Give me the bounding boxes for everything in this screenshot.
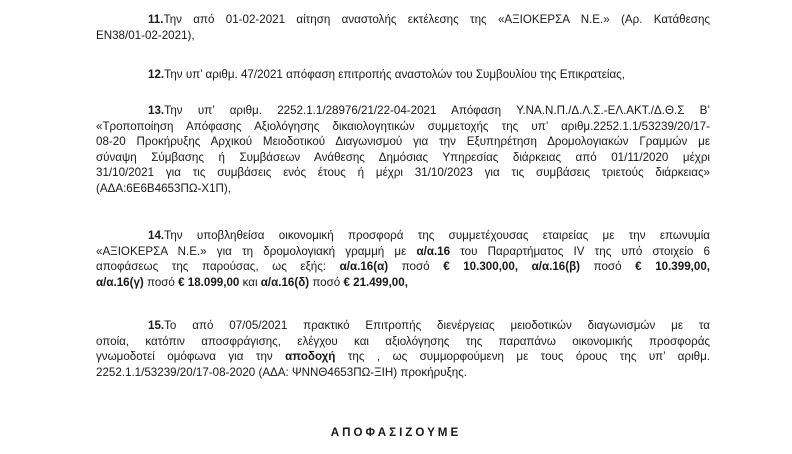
paragraph-13-line-1: 13.Την υπ’ αριθμ. 2252.1.1/28976/21/22-04-2021 Απόφαση Υ.ΝΑ.Ν.Π./Δ.Λ.Σ.-ΕΛ.ΑΚΤ./Δ.Θ.Σ Β’ <box>148 104 710 117</box>
paragraph-15-line-4: 2252.1.1/53239/20/17-08-2020 (ΑΔΑ: ΨΝΝΘ4653ΠΩ-ΞΙΗ) προκήρυξης. <box>96 365 467 379</box>
paragraph-12 <box>96 67 710 83</box>
item-number: 14. <box>148 229 165 242</box>
paragraph-15-line-1: 15.Το από 07/05/2021 πρακτικό Επιτροπής διενέργειας μειοδοτικών διαγωνισμών με τα <box>148 319 710 332</box>
paragraph-14-line-1: 14.Την υποβληθείσα οικονομική προσφορά της συμμετέχουσας εταιρείας με την επωνυμία <box>148 229 710 242</box>
paragraph-13-line-5: 31/10/2021 για τις συμβάσεις ενός έτους ή μέχρι 31/10/2023 για τις συμβάσεις τριετούς διάρκειας» <box>96 166 710 179</box>
item-number: 11. <box>148 13 164 26</box>
paragraph-13 <box>96 103 710 196</box>
decision-heading: ΑΠΟΦΑΣΙΖΟΥΜΕ <box>330 426 462 439</box>
paragraph-13-line-4: σύναψη Σύμβασης ή Συμβάσεων Ανάθεσης Δημόσιας Υπηρεσίας διάρκειας από 01/11/2020 μέχρι <box>96 150 710 164</box>
paragraph-14 <box>96 228 710 290</box>
paragraph-15-line-3: γνωμοδοτεί ομόφωνα για την αποδοχή της , ως συμμορφούμενη με τους όρους της υπ’ αριθμ. <box>96 350 710 363</box>
paragraph-11 <box>96 12 710 43</box>
paragraph-11-line-2: ΕΝ38/01-02-2021), <box>96 28 195 42</box>
paragraph-14-line-4: α/α.16(γ) ποσό € 18.099,00 και α/α.16(δ) ποσό € 21.499,00, <box>96 275 408 289</box>
paragraph-14-line-2: «ΑΞΙΟΚΕΡΣΑ Ν.Ε.» για τη δρομολογιακή γραμμή με α/α.16 του Παραρτήματος IV της υπό στοιχείο 6 <box>96 244 711 258</box>
paragraph-13-line-6: (ΑΔΑ:6Ε6Β4653ΠΩ-Χ1Π), <box>96 181 231 195</box>
paragraph-14-line-3: αποφάσεως της παρούσας, ως εξής: α/α.16(α) ποσό € 10.300,00, α/α.16(β) ποσό € 10.399,00, <box>96 260 710 273</box>
paragraph-13-line-2: «Τροποποίηση Απόφασης Αξιολόγησης δικαιολογητικών συμμετοχής της υπ’ αριθμ.2252.1.1/53239/20/17- <box>96 119 710 133</box>
item-number: 13. <box>148 104 165 117</box>
paragraph-11-line-1: 11.Την από 01-02-2021 αίτηση αναστολής εκτέλεσης της «ΑΞΙΟΚΕΡΣΑ Ν.Ε.» (Αρ. Κατάθεσης <box>148 13 710 26</box>
item-number: 15. <box>148 319 165 332</box>
paragraph-12-line-1: 12.Την υπ’ αριθμ. 47/2021 απόφαση επιτροπής αναστολών του Συμβουλίου της Επικρατείας, <box>148 68 625 81</box>
item-number: 12. <box>148 68 165 81</box>
paragraph-13-line-3: 08-20 Προκήρυξης Αρχικού Μειοδοτικού Διαγωνισμού για την Εξυπηρέτηση Δρομολογιακών Γραμμών με <box>96 135 710 148</box>
paragraph-15 <box>96 318 710 380</box>
paragraph-15-line-2: οποία, κατόπιν αποσφράγισης, ελέγχου και αξιολόγησης της παραπάνω οικονομικής προσφοράς <box>96 334 710 348</box>
